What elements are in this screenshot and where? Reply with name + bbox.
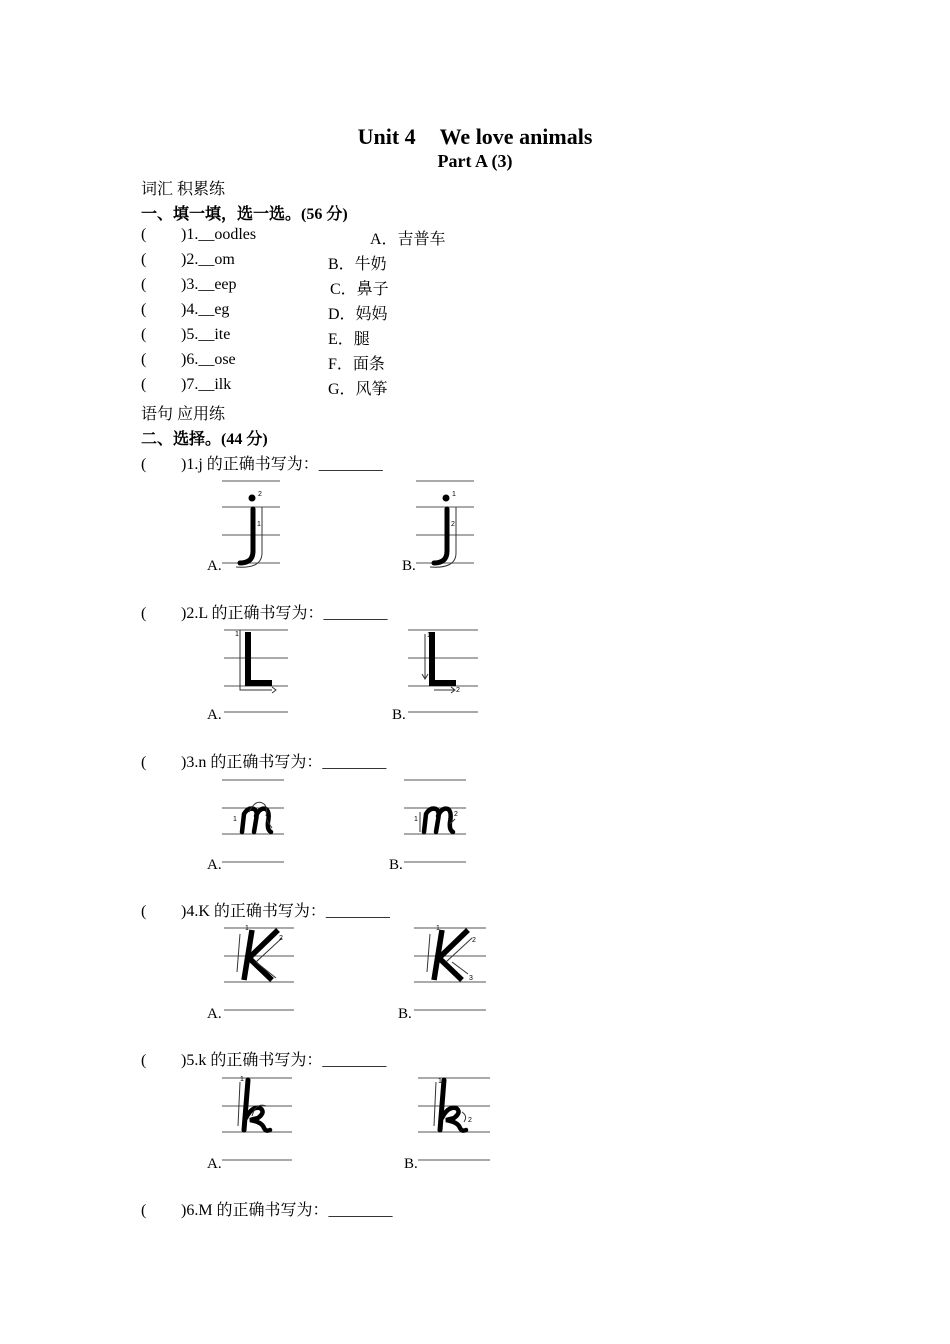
- q5-option-a-figure[interactable]: [222, 1072, 294, 1164]
- q5-label-b: B.: [404, 1156, 418, 1172]
- answer-blank[interactable]: (: [141, 754, 147, 771]
- q3-label-b: B.: [389, 857, 403, 873]
- stroke-number: 2: [456, 687, 460, 694]
- s1-question-1: [141, 226, 256, 244]
- stroke-number: 1: [235, 631, 239, 638]
- s1-option-f: F．面条: [328, 356, 385, 373]
- answer-blank[interactable]: (: [141, 251, 147, 268]
- s1-question-5: [141, 326, 230, 344]
- section2-heading: 二、选择。(44 分): [141, 431, 268, 448]
- q3-option-b-figure[interactable]: [404, 774, 468, 866]
- s1-question-2: [141, 251, 235, 269]
- s1-question-3: [141, 276, 237, 294]
- s1-option-e: E．腿: [328, 331, 370, 348]
- question-text: )5.__ite: [181, 326, 231, 343]
- s1-option-c: C．鼻子: [330, 281, 389, 298]
- stroke-number: 3: [469, 975, 473, 982]
- q2-option-b-figure[interactable]: [408, 624, 480, 716]
- q1-label-a: A.: [207, 558, 222, 574]
- q1-option-b-figure[interactable]: [416, 475, 476, 571]
- answer-blank[interactable]: (: [141, 376, 147, 393]
- page-title: [0, 124, 950, 150]
- stroke-number: 1: [245, 925, 249, 932]
- s2-question-1: [141, 451, 383, 474]
- question-text: )3.n 的正确书写为：________: [181, 754, 387, 771]
- question-text: )3.__eep: [181, 276, 237, 293]
- section2-category: 语句 应用练: [141, 406, 226, 423]
- question-text: )7.__ilk: [181, 376, 232, 393]
- s2-question-5: [141, 1047, 386, 1070]
- q3-option-a-figure[interactable]: [222, 774, 286, 866]
- q3-label-a: A.: [207, 857, 222, 873]
- stroke-number: 1: [452, 491, 456, 498]
- page-subtitle: Part A (3): [437, 151, 513, 171]
- q4-option-a-figure[interactable]: [224, 922, 296, 1014]
- title-unit: Unit 4: [357, 124, 416, 149]
- stroke-number: 2: [279, 935, 283, 942]
- section1-category: 词汇 积累练: [141, 181, 226, 198]
- answer-blank[interactable]: (: [141, 301, 147, 318]
- q5-option-b-figure[interactable]: [418, 1072, 492, 1164]
- s1-option-d: D．妈妈: [328, 306, 388, 323]
- stroke-number: 1: [257, 521, 261, 528]
- s1-option-a: A．吉普车: [370, 231, 446, 248]
- stroke-number: 2: [454, 811, 458, 818]
- q5-label-a: A.: [207, 1156, 222, 1172]
- question-text: )6.__ose: [181, 351, 236, 368]
- answer-blank[interactable]: (: [141, 351, 147, 368]
- s1-question-7: [141, 376, 231, 394]
- q2-label-a: A.: [207, 707, 222, 723]
- stroke-number: 1: [414, 816, 418, 823]
- stroke-number: 1: [427, 632, 431, 639]
- s2-question-2: [141, 600, 388, 623]
- q4-option-b-figure[interactable]: [414, 922, 488, 1014]
- answer-blank[interactable]: (: [141, 903, 147, 920]
- stroke-number: 2: [258, 491, 262, 498]
- question-text: )1.j 的正确书写为：________: [181, 456, 383, 473]
- answer-blank[interactable]: (: [141, 456, 147, 473]
- stroke-number: 2: [451, 521, 455, 528]
- title-name: We love animals: [439, 124, 593, 149]
- question-text: )4.K 的正确书写为：________: [181, 903, 390, 920]
- q1-option-a-figure[interactable]: [222, 475, 282, 571]
- answer-blank[interactable]: (: [141, 276, 147, 293]
- question-text: )5.k 的正确书写为：________: [181, 1052, 387, 1069]
- answer-blank[interactable]: (: [141, 326, 147, 343]
- stroke-number: 2: [472, 937, 476, 944]
- stroke-number: 2: [468, 1117, 472, 1124]
- s2-question-4: [141, 898, 390, 921]
- q4-label-a: A.: [207, 1006, 222, 1022]
- question-text: )2.__om: [181, 251, 235, 268]
- answer-blank[interactable]: (: [141, 1202, 147, 1219]
- stroke-number: 1: [233, 816, 237, 823]
- answer-blank[interactable]: (: [141, 226, 147, 243]
- q1-label-b: B.: [402, 558, 416, 574]
- q2-label-b: B.: [392, 707, 406, 723]
- section1-heading: 一、填一填，选一选。(56 分): [141, 206, 348, 223]
- stroke-number: 1: [240, 1076, 244, 1083]
- s2-question-3: [141, 749, 386, 772]
- answer-blank[interactable]: (: [141, 1052, 147, 1069]
- s1-option-b: B．牛奶: [328, 256, 387, 273]
- stroke-number: 1: [438, 1078, 442, 1085]
- question-text: )6.M 的正确书写为：________: [181, 1202, 393, 1219]
- s1-option-g: G．风筝: [328, 381, 388, 398]
- s1-question-6: [141, 351, 236, 369]
- q2-option-a-figure[interactable]: [224, 624, 290, 716]
- question-text: )1.__oodles: [181, 226, 257, 243]
- q4-label-b: B.: [398, 1006, 412, 1022]
- question-text: )4.__eg: [181, 301, 230, 318]
- s2-question-6: [141, 1197, 393, 1220]
- s1-question-4: [141, 301, 229, 319]
- stroke-number: 1: [436, 925, 440, 932]
- answer-blank[interactable]: (: [141, 605, 147, 622]
- question-text: )2.L 的正确书写为：________: [181, 605, 388, 622]
